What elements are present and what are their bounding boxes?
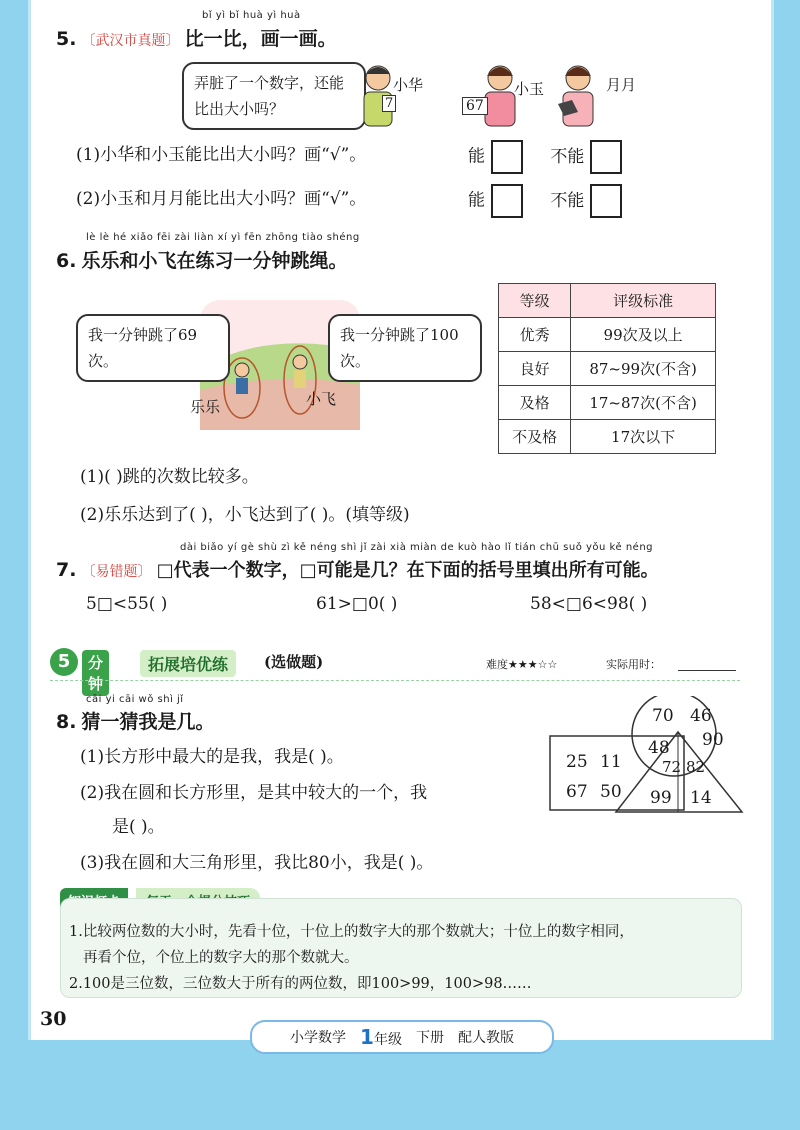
q6-number: 6. bbox=[56, 250, 77, 272]
xiaohua-card: 7 bbox=[382, 95, 396, 112]
num-82: 82 bbox=[686, 758, 706, 776]
num-46: 46 bbox=[690, 706, 712, 726]
q5-speech-bubble: 弄脏了一个数字，还能比出大小吗？ bbox=[182, 62, 366, 130]
q6-item-2[interactable]: (2)乐乐达到了( )，小飞达到了( )。(填等级) bbox=[80, 505, 410, 525]
book-footer bbox=[250, 1020, 554, 1054]
q7-title: □代表一个数字，□可能是几？在下面的括号里填出所有可能。 bbox=[156, 560, 659, 581]
num-14: 14 bbox=[690, 788, 712, 808]
num-67: 67 bbox=[566, 782, 588, 802]
table-row bbox=[499, 318, 716, 352]
grade-cell: 99次及以上 bbox=[571, 318, 716, 352]
section-badge-number: 5 bbox=[50, 648, 78, 676]
knowledge-line-3: 2.100是三位数，三位数大于所有的两位数，即100>99，100>98…… bbox=[69, 976, 532, 992]
q7-tag: 〔易错题〕 bbox=[81, 564, 152, 580]
q5-heading bbox=[56, 24, 337, 51]
footer-term: 下册 bbox=[415, 1030, 444, 1046]
name-lele: 乐乐 bbox=[190, 398, 221, 416]
q5-2-yes-label: 能 bbox=[468, 190, 485, 211]
difficulty-rating: 难度★★★☆☆ bbox=[486, 658, 558, 671]
num-90: 90 bbox=[702, 730, 724, 750]
num-72: 72 bbox=[662, 758, 682, 776]
knowledge-line-1: 1.比较两位数的大小时，先看十位，十位上的数字大的那个数就大；十位上的数字相同， bbox=[69, 924, 634, 940]
q6-bubble-lele: 我一分钟跳了69次。 bbox=[76, 314, 230, 382]
q7-item-1[interactable]: 5□<55( ) bbox=[86, 594, 168, 614]
q5-item-1-text: (1)小华和小玉能比出大小吗？画“√”。 bbox=[76, 145, 367, 165]
grade-header-criteria: 评级标准 bbox=[571, 284, 716, 318]
q8-number: 8. bbox=[56, 711, 77, 733]
q5-item-1-options bbox=[468, 140, 622, 174]
footer-grade-text: 年级 bbox=[373, 1032, 402, 1048]
num-70: 70 bbox=[652, 706, 674, 726]
q5-item-2-options bbox=[468, 184, 622, 218]
time-used-label: 实际用时： bbox=[606, 658, 661, 671]
q6-title: 乐乐和小飞在练习一分钟跳绳。 bbox=[81, 250, 348, 272]
footer-grade-number: 1 bbox=[360, 1025, 374, 1049]
num-11: 11 bbox=[600, 752, 622, 772]
q5-tag: 〔武汉市真题〕 bbox=[81, 33, 180, 49]
q5-pinyin: bǐ yì bǐ huà yì huà bbox=[202, 10, 301, 21]
grade-cell: 87~99次(不含) bbox=[571, 352, 716, 386]
grade-cell: 良好 bbox=[499, 352, 571, 386]
q8-item-1[interactable]: (1)长方形中最大的是我，我是( )。 bbox=[80, 747, 344, 767]
q5-number: 5. bbox=[56, 28, 77, 50]
q5-1-no-checkbox[interactable] bbox=[590, 140, 622, 174]
knowledge-card bbox=[60, 898, 742, 998]
q8-item-3[interactable]: (3)我在圆和大三角形里，我比80小，我是( )。 bbox=[80, 853, 434, 873]
q8-item-2[interactable]: (2)我在圆和长方形里，是其中较大的一个，我 bbox=[80, 783, 428, 803]
grade-table bbox=[498, 283, 716, 454]
table-row bbox=[499, 386, 716, 420]
num-48: 48 bbox=[648, 738, 670, 758]
grade-cell: 优秀 bbox=[499, 318, 571, 352]
q6-item-1[interactable]: (1)( )跳的次数比较多。 bbox=[80, 467, 259, 487]
q5-item-1 bbox=[76, 140, 366, 165]
name-xiaohua: 小华 bbox=[393, 76, 424, 94]
num-50: 50 bbox=[600, 782, 622, 802]
grade-cell: 17次以下 bbox=[571, 420, 716, 454]
q7-item-2[interactable]: 61>□0( ) bbox=[316, 594, 398, 614]
knowledge-line-2: 再看个位，个位上的数字大的那个数就大。 bbox=[83, 950, 359, 966]
q5-1-yes-checkbox[interactable] bbox=[491, 140, 523, 174]
q5-children-illustration bbox=[350, 58, 660, 132]
q7-number: 7. bbox=[56, 559, 77, 581]
q5-2-yes-checkbox[interactable] bbox=[491, 184, 523, 218]
grade-header-level: 等级 bbox=[499, 284, 571, 318]
name-xiaofei: 小飞 bbox=[306, 390, 337, 408]
q8-heading bbox=[56, 707, 215, 734]
q5-2-no-checkbox[interactable] bbox=[590, 184, 622, 218]
grade-cell: 17~87次(不含) bbox=[571, 386, 716, 420]
q6-heading bbox=[56, 246, 348, 273]
grade-table-header bbox=[499, 284, 716, 318]
name-xiaoyu: 小玉 bbox=[514, 80, 545, 98]
name-yueyue: 月月 bbox=[606, 76, 637, 94]
footer-subject: 小学数学 bbox=[290, 1030, 347, 1046]
q8-item-2-cont[interactable]: 是( )。 bbox=[112, 817, 165, 837]
num-99: 99 bbox=[650, 788, 672, 808]
q5-1-yes-label: 能 bbox=[468, 146, 485, 167]
q7-heading bbox=[56, 556, 659, 582]
q5-2-no-label: 不能 bbox=[550, 190, 585, 211]
q8-pinyin: cāi yi cāi wǒ shì jǐ bbox=[86, 694, 184, 705]
q6-pinyin: lè lè hé xiǎo fēi zài liàn xí yì fēn zhōng tiào shéng bbox=[86, 232, 360, 243]
page-number: 30 bbox=[40, 1008, 67, 1030]
section-minutes: 分钟 bbox=[82, 650, 109, 696]
q8-title: 猜一猜我是几。 bbox=[81, 711, 215, 733]
footer-grade bbox=[360, 1025, 402, 1049]
q5-item-2 bbox=[76, 184, 366, 209]
table-row bbox=[499, 420, 716, 454]
table-row bbox=[499, 352, 716, 386]
q6-bubble-xiaofei: 我一分钟跳了100次。 bbox=[328, 314, 482, 382]
section-note: (选做题) bbox=[264, 653, 324, 671]
footer-edition: 配人教版 bbox=[457, 1030, 514, 1046]
xiaoyu-card: 67 bbox=[462, 97, 488, 115]
grade-cell: 及格 bbox=[499, 386, 571, 420]
time-used-blank[interactable] bbox=[678, 670, 736, 671]
q5-1-no-label: 不能 bbox=[550, 146, 585, 167]
num-25: 25 bbox=[566, 752, 588, 772]
q5-title: 比一比，画一画。 bbox=[184, 28, 337, 50]
q5-item-2-text: (2)小玉和月月能比出大小吗？画“√”。 bbox=[76, 189, 367, 209]
q7-pinyin: dài biǎo yí gè shù zì kě néng shì jǐ zài xià miàn de kuò hào lǐ tián chū suǒ yǒu kě néng bbox=[180, 542, 653, 553]
section-title: 拓展培优练 bbox=[140, 650, 236, 677]
grade-cell: 不及格 bbox=[499, 420, 571, 454]
q7-item-3[interactable]: 58<□6<98( ) bbox=[530, 594, 648, 614]
section-divider bbox=[50, 680, 740, 681]
